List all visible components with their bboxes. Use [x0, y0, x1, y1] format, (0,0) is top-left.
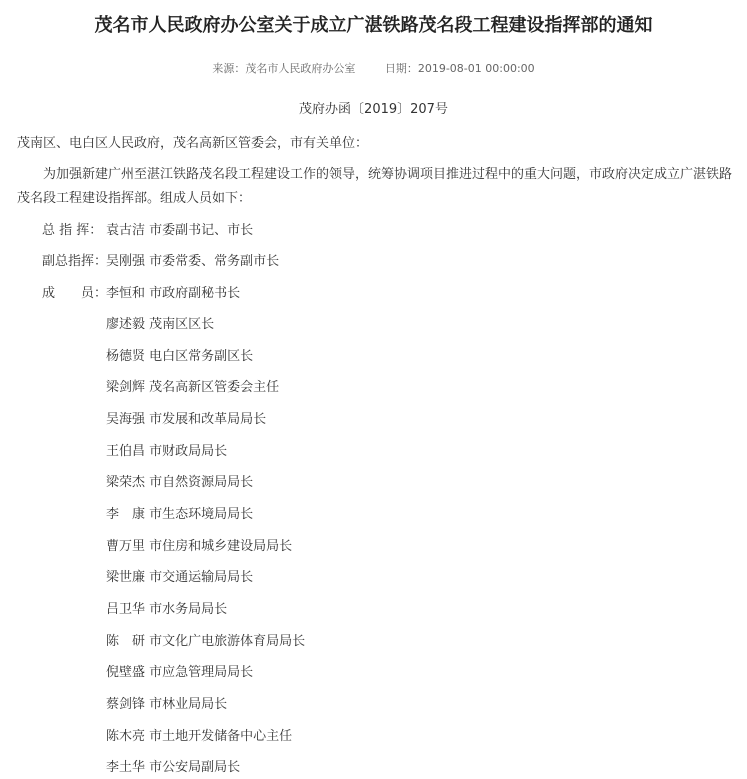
member-entry: 李土华 市公安局副局长	[106, 760, 241, 775]
source-label: 来源：	[212, 62, 246, 75]
source-value: 茂名市人民政府办公室	[245, 62, 356, 75]
article-meta	[0, 60, 747, 78]
member-entry: 李恒和 市政府副秘书长	[106, 286, 241, 301]
member-entry: 吴海强 市发展和改革局局长	[106, 412, 267, 427]
member-entry: 陈 研 市文化广电旅游体育局局长	[106, 634, 306, 649]
member-entry: 王伯昌 市财政局局长	[106, 444, 228, 459]
member-entry: 杨德贤 电白区常务副区长	[106, 349, 254, 364]
member-entry: 陈木亮 市土地开发储备中心主任	[106, 729, 293, 744]
member-entry: 梁荣杰 市自然资源局局长	[106, 475, 254, 490]
member-entry: 李 康 市生态环境局局长	[106, 507, 254, 522]
source-group	[212, 62, 359, 75]
member-entry: 廖述毅 茂南区区长	[106, 317, 215, 332]
role-label: 副总指挥：	[42, 254, 108, 269]
member-entry: 曹万里 市住房和城乡建设局局长	[106, 539, 293, 554]
article-title: 茂名市人民政府办公室关于成立广湛铁路茂名段工程建设指挥部的通知	[94, 15, 653, 36]
date-label: 日期：	[384, 62, 418, 75]
role-label: 总 指 挥：	[42, 223, 103, 238]
document-number: 茂府办函〔2019〕207号	[299, 102, 448, 117]
member-entry: 吕卫华 市水务局局长	[106, 602, 228, 617]
recipients-line: 茂南区、电白区人民政府，茂名高新区管委会，市有关单位：	[17, 136, 369, 151]
member-entry: 梁世廉 市交通运输局局长	[106, 570, 254, 585]
body-paragraph: 为加强新建广州至湛江铁路茂名段工程建设工作的领导，统筹协调项目推进过程中的重大问题，市政府决定成立广湛铁路茂名段工程建设指挥部。组成人员如下：	[17, 167, 733, 206]
member-entry: 梁剑辉 茂名高新区管委会主任	[106, 380, 280, 395]
member-entry: 倪壁盛 市应急管理局局长	[106, 665, 254, 680]
member-entry: 袁古洁 市委副书记、市长	[106, 223, 254, 238]
date-value: 2019-08-01 00:00:00	[417, 62, 535, 75]
member-entry: 吴刚强 市委常委、常务副市长	[106, 254, 280, 269]
date-group	[385, 62, 535, 75]
member-entry: 蔡剑锋 市林业局局长	[106, 697, 228, 712]
role-label: 成 员：	[42, 286, 108, 301]
